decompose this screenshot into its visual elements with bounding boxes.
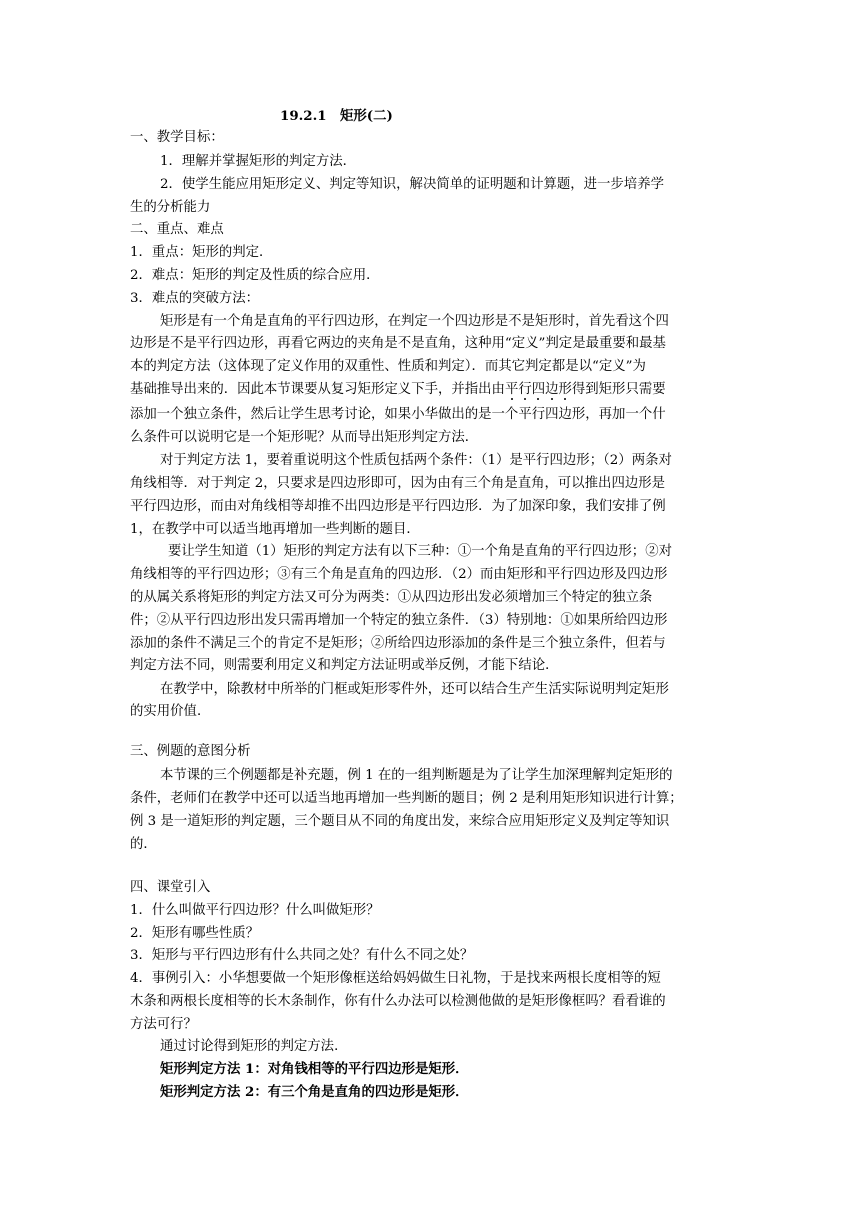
paragraph-line: 通过讨论得到矩形的判定方法．: [160, 1039, 348, 1054]
method-2-statement: 矩形判定方法 2：有三个角是直角的四边形是矩形．: [160, 1084, 469, 1100]
key-point-2: 2．难点：矩形的判定及性质的综合应用．: [130, 268, 380, 283]
paragraph-line: 角线相等．对于判定 2，只要求是四边形即可，因为由有三个角是直角，可以推出四边形是: [130, 476, 666, 491]
intro-item-2: 2．矩形有哪些性质？: [130, 926, 260, 941]
section-heading-key-points: 二、重点、难点: [130, 222, 224, 237]
intro-item-4-line-1: 4．事例引入：小华想要做一个矩形像框送给妈妈做生日礼物，于是找来两根长度相等的短: [130, 971, 661, 986]
paragraph-line: 要让学生知道（1）矩形的判定方法有以下三种：①一个角是直角的平行四边形；②对: [168, 544, 672, 559]
intro-item-4-line-3: 方法可行？: [130, 1017, 197, 1032]
intro-item-3: 3．矩形与平行四边形有什么共同之处？有什么不同之处？: [130, 948, 474, 963]
objective-2-line-1: 2．使学生能应用矩形定义、判定等知识，解决简单的证明题和计算题，进一步培养学: [160, 177, 664, 192]
paragraph-line: 在教学中，除教材中所举的门框或矩形零件外，还可以结合生产生活实际说明判定矩形: [160, 682, 669, 697]
text-segment: 得到矩形只需要: [571, 382, 666, 397]
intro-item-1: 1．什么叫做平行四边形？什么叫做矩形？: [130, 903, 380, 918]
emphasis-dotted-text: [505, 382, 572, 397]
text-segment: 基础推导出来的．因此本节课要从复习矩形定义下手，并指出由: [130, 382, 505, 397]
paragraph-line: 1，在教学中可以适当地再增加一些判断的题目．: [130, 522, 420, 537]
emphasis-char: 平: [504, 382, 519, 397]
paragraph-line: 本的判定方法（这体现了定义作用的双重性、性质和判定）．而其它判定都是以“定义”为: [130, 359, 646, 374]
emphasis-char: 四: [531, 382, 546, 397]
paragraph-line: 么条件可以说明它是一个矩形呢？从而导出矩形判定方法．: [130, 430, 479, 445]
paragraph-line: 的实用价值．: [130, 704, 211, 719]
paragraph-line: 矩形是有一个角是直角的平行四边形，在判定一个四边形是不是矩形时，首先看这个四: [160, 314, 669, 329]
paragraph-line: 平行四边形，而由对角线相等却推不出四边形是平行四边形．为了加深印象，我们安排了例: [130, 499, 666, 514]
section-heading-examples: 三、例题的意图分析: [130, 744, 251, 759]
objective-2-line-2: 生的分析能力: [130, 200, 211, 215]
emphasis-char: 形: [558, 382, 572, 397]
paragraph-line: 的．: [130, 837, 157, 852]
paragraph-line: 判定方法不同，则需要利用定义和判定方法证明或举反例，才能下结论．: [130, 658, 559, 673]
method-1-statement: 矩形判定方法 1：对角钱相等的平行四边形是矩形．: [160, 1061, 469, 1077]
paragraph-line: 对于判定方法 1，要着重说明这个性质包括两个条件：（1）是平行四边形；（2）两条对: [160, 453, 672, 468]
key-point-3: 3．难点的突破方法：: [130, 291, 260, 306]
paragraph-line: 件；②从平行四边形出发只需再增加一个特定的独立条件．（3）特别地：①如果所给四边形: [130, 613, 668, 628]
emphasis-char: 边: [545, 382, 559, 397]
paragraph-line: 添加一个独立条件，然后让学生思考讨论，如果小华做出的是一个平行四边形，再加一个什: [130, 407, 666, 422]
paragraph-line: 角线相等的平行四边形；③有三个角是直角的四边形．（2）而由矩形和平行四边形及四边形: [130, 567, 668, 582]
section-heading-objectives: 一、教学目标：: [130, 130, 224, 145]
paragraph-line-emphasis: [130, 379, 734, 400]
intro-item-4-line-2: 木条和两根长度相等的长木条制作，你有什么办法可以检测他做的是矩形像框吗？看看谁的: [130, 994, 666, 1009]
section-heading-introduction: 四、课堂引入: [130, 880, 211, 895]
key-point-1: 1．重点：矩形的判定．: [130, 245, 273, 260]
objective-1: 1．理解并掌握矩形的判定方法．: [160, 154, 356, 169]
paragraph-line: 添加的条件不满足三个的肯定不是矩形；②所给四边形添加的条件是三个独立条件，但若与: [130, 636, 666, 651]
paragraph-line: 边形是不是平行四边形，再看它两边的夹角是不是直角，这种用“定义”判定是最重要和最基: [130, 336, 666, 351]
emphasis-char: 行: [518, 382, 532, 397]
paragraph-line: 例 3 是一道矩形的判定题，三个题目从不同的角度出发，来综合应用矩形定义及判定等知识: [130, 814, 670, 829]
document-title: 19.2.1 矩形(二): [280, 108, 393, 124]
paragraph-line: 的从属关系将矩形的判定方法又可分为两类：①从四边形出发必须增加三个特定的独立条: [130, 590, 653, 605]
paragraph-line: 本节课的三个例题都是补充题，例 1 在的一组判断题是为了让学生加深理解判定矩形的: [160, 768, 673, 783]
paragraph-line: 条件，老师们在教学中还可以适当地再增加一些判断的题目；例 2 是利用矩形知识进行计算；: [130, 791, 683, 806]
